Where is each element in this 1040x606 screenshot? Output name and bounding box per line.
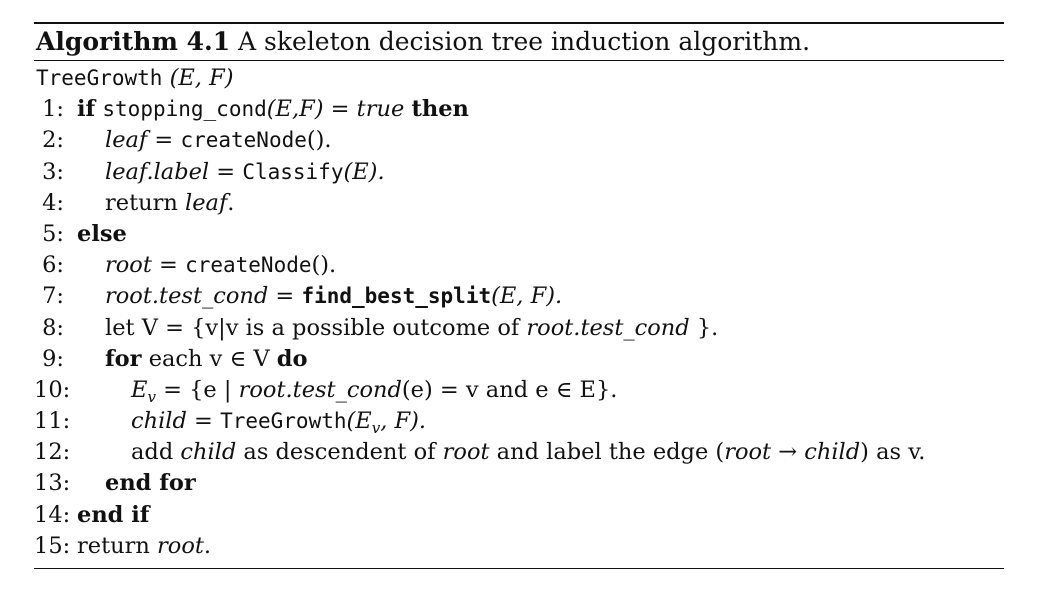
function-name: TreeGrowth [36, 66, 163, 90]
line-number: 8: [42, 314, 64, 341]
code-text: (E). [343, 158, 385, 185]
line-number: 3: [42, 158, 64, 185]
code-text: (). [311, 252, 337, 279]
algorithm-line [34, 250, 1004, 281]
code-text: }. [689, 314, 719, 341]
algorithm-line [34, 94, 1004, 125]
algorithm-line [34, 468, 1004, 499]
algorithm-line [34, 219, 1004, 250]
code-text: = [209, 158, 243, 185]
algorithm-line [34, 437, 1004, 468]
algorithm-line [34, 531, 1004, 562]
algorithm-block [34, 22, 1004, 569]
keyword-for: for [105, 345, 142, 372]
code-text: . [203, 532, 212, 559]
code-variable: child [180, 439, 237, 466]
keyword-then: then [411, 96, 469, 123]
code-variable: root [157, 532, 204, 559]
algorithm-line [34, 344, 1004, 375]
function-args: (E, F) [162, 65, 234, 91]
line-number: 4: [42, 189, 64, 216]
bottom-rule [34, 568, 1004, 569]
algorithm-line [34, 500, 1004, 531]
line-number: 6: [42, 252, 64, 279]
code-variable: E [131, 376, 148, 403]
line-number: 14: [34, 501, 71, 528]
function-call: TreeGrowth [220, 409, 347, 434]
line-number: 1: [42, 96, 64, 123]
subscript: v [147, 387, 156, 406]
algorithm-line [34, 375, 1004, 406]
code-text: return [77, 532, 158, 559]
code-text: as descendent of [236, 439, 443, 466]
line-number: 10: [34, 376, 71, 403]
line-number: 13: [34, 470, 71, 497]
algorithm-line [34, 157, 1004, 188]
code-variable: child [131, 408, 187, 435]
code-text: each v ∈ V [141, 345, 277, 372]
code-variable: leaf [185, 189, 228, 216]
algorithm-line [34, 281, 1004, 312]
line-number: 2: [42, 127, 64, 154]
caption-label: Algorithm 4.1 [36, 27, 231, 56]
code-text: (e) = v and e ∈ E}. [401, 376, 618, 403]
function-call: Classify [242, 159, 344, 184]
code-text: , F). [380, 408, 427, 435]
subscript: v [371, 419, 381, 438]
code-text: let V = {v|v is a possible outcome of [105, 314, 527, 341]
code-text: ) as v. [860, 439, 926, 466]
code-text: (E, F). [491, 283, 563, 310]
algorithm-body [34, 61, 1004, 562]
line-number: 15: [34, 532, 71, 559]
code-text: add [131, 439, 181, 466]
code-variable: root [105, 252, 152, 279]
code-variable: root [442, 439, 490, 466]
code-text: (E [346, 408, 372, 435]
code-text: → [771, 439, 805, 466]
algorithm-line [34, 188, 1004, 219]
function-call: find_best_split [301, 284, 492, 309]
algorithm-line [34, 313, 1004, 344]
algorithm-line [34, 125, 1004, 156]
keyword-if: if [77, 96, 96, 123]
function-call: createNode [180, 128, 307, 153]
line-number: 5: [42, 220, 64, 247]
code-text: . [227, 189, 235, 216]
code-variable: leaf.label [105, 158, 210, 185]
code-variable: leaf [105, 127, 148, 154]
code-text: = {e | [155, 376, 239, 403]
code-text: (E,F) = [266, 96, 357, 123]
function-call: stopping_cond [102, 97, 267, 122]
function-header [34, 63, 1004, 94]
code-text: and label the edge ( [489, 439, 725, 466]
code-variable: root.test_cond [105, 283, 269, 310]
code-variable: root [724, 439, 772, 466]
code-text: (). [306, 127, 332, 154]
line-number: 12: [34, 439, 71, 466]
line-number: 11: [34, 408, 71, 435]
caption-text: A skeleton decision tree induction algorithm. [230, 27, 811, 56]
code-variable: root.test_cond [526, 314, 690, 341]
code-variable: true [356, 96, 405, 123]
algorithm-caption [34, 24, 1004, 60]
code-text: = [151, 252, 186, 279]
line-number: 7: [42, 283, 64, 310]
code-text: = [268, 283, 302, 310]
function-call: createNode [185, 253, 312, 278]
keyword-do: do [276, 345, 308, 372]
code-variable: child [804, 439, 861, 466]
algorithm-line [34, 406, 1004, 437]
code-text: = [186, 408, 221, 435]
code-text: return [105, 189, 186, 216]
keyword-else: else [77, 220, 127, 247]
code-text: = [147, 127, 181, 154]
code-variable: root.test_cond [238, 376, 402, 403]
keyword-end-if: end if [77, 501, 150, 528]
line-number: 9: [42, 345, 64, 372]
keyword-end-for: end for [105, 470, 196, 497]
